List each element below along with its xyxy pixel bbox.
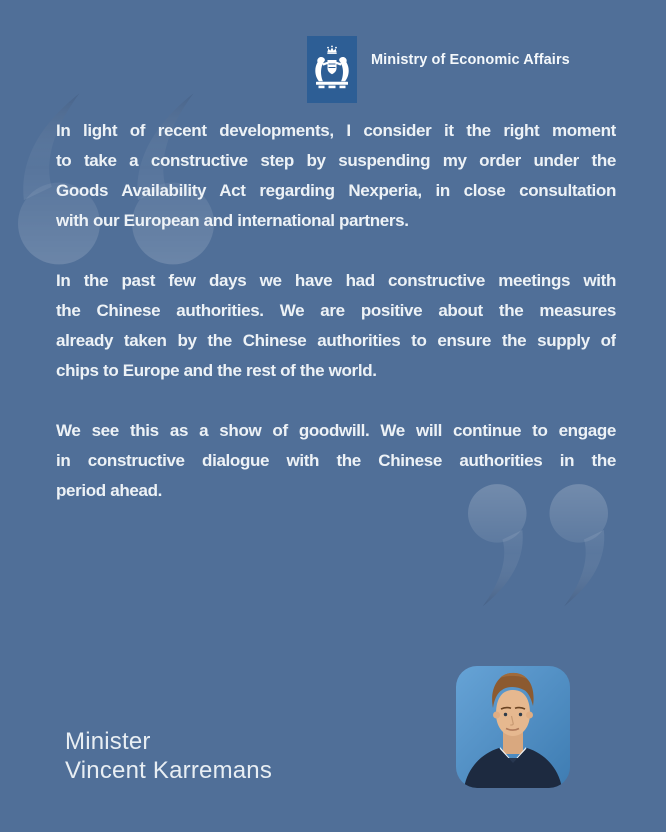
quote-line: Goods Availability Act regarding Nexperia, in close consultation: [56, 181, 616, 200]
quote-line: In the past few days we have had constructive meetings with: [56, 271, 616, 290]
quote-line: period ahead.: [56, 481, 162, 500]
dutch-coat-of-arms-icon: [307, 36, 357, 103]
quote-line: the Chinese authorities. We are positive about the measures: [56, 301, 616, 320]
quote-line: with our European and international partners.: [56, 211, 409, 230]
quote-line: We see this as a show of goodwill. We will continue to engage: [56, 421, 616, 440]
quote-paragraph-1: [56, 116, 616, 236]
signature-block: [65, 727, 272, 785]
quote-line: in constructive dialogue with the Chinese authorities in the: [56, 451, 616, 470]
rijksoverheid-logo-block: [307, 36, 357, 103]
minister-portrait: [456, 666, 570, 788]
quote-paragraph-3: [56, 416, 616, 506]
quote-line: In light of recent developments, I consider it the right moment: [56, 121, 616, 140]
minister-name: Vincent Karremans: [65, 757, 273, 784]
quote-line: to take a constructive step by suspending my order under the: [56, 151, 616, 170]
quote-line: already taken by the Chinese authorities to ensure the supply of: [56, 331, 616, 350]
minister-portrait-photo: [456, 666, 570, 788]
ministry-name: Ministry of Economic Affairs: [371, 52, 570, 68]
minister-title: Minister: [65, 728, 151, 755]
quote-line: chips to Europe and the rest of the world.: [56, 361, 377, 380]
quote-text-block: [56, 116, 616, 536]
quote-paragraph-2: [56, 266, 616, 386]
